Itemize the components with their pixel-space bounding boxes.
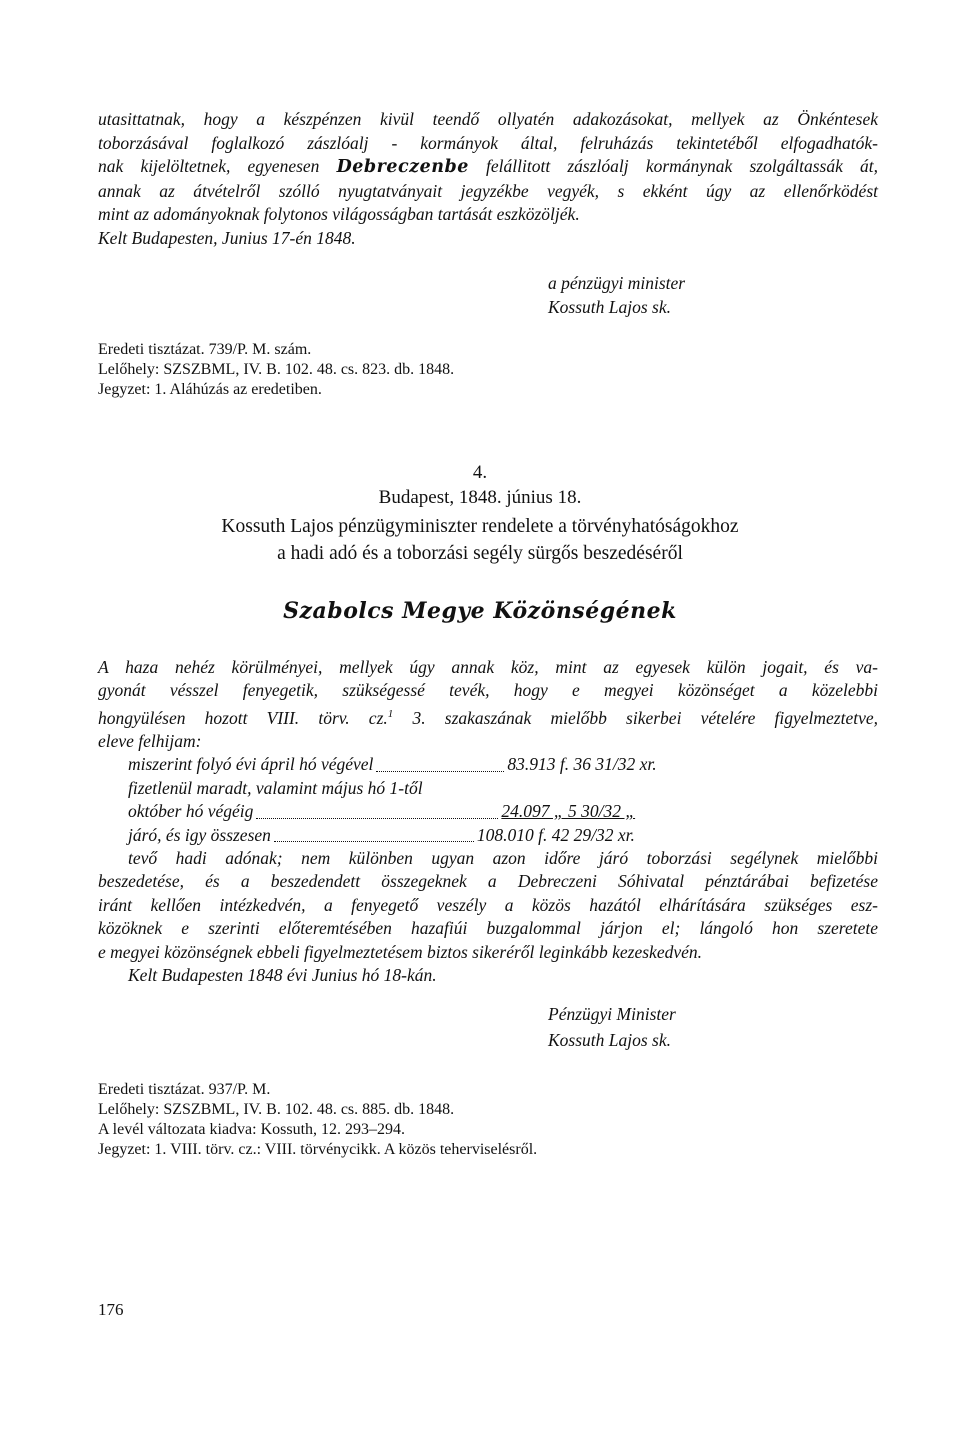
page-number: 176	[98, 1300, 124, 1319]
note-line: Jegyzet: 1. VIII. törv. cz.: VIII. törvénycikk. A közös teherviselésről.	[98, 1141, 538, 1158]
text-line: e megyei közönségnek ebbeli figyelmeztetésem biztos sikeréről leginkább kezeskedvén.	[98, 941, 703, 962]
text-line: beszedetése, és a beszedendett összegeknek a Debreczeni Sóhivatal pénztárábai befizetése	[98, 871, 878, 892]
text-line: közöknek e szerinti előteremtésében hazafiúi buzgalommal járjon el; lángoló hon szeretete	[98, 918, 878, 939]
text-line: toborzásával foglalkozó zászlóalj - kormányok által, felruházás tekintetéből elfogadhatók-	[98, 132, 878, 153]
document-title: Kossuth Lajos pénzügyminiszter rendelete a törvényhatóságokhoz a hadi adó és a toborzási segély sürgős beszedéséről	[221, 516, 739, 564]
note-line: A levél változata kiadva: Kossuth, 12. 293–294.	[98, 1121, 406, 1138]
dateline: Kelt Budapesten, Junius 17-én 1848.	[98, 227, 356, 248]
text-line: annak az átvételről szólló nyugtatványait jegyzékbe vegyék, s ekként úgy az ellenőrködést	[98, 180, 878, 201]
text-line: hongyülésen hozott VIII. törv. cz.$^1$ 3. szakaszának mielőbb sikerbei vételére figyelmeztetve,	[98, 707, 879, 728]
handwritten-word: Debreczenbe	[336, 157, 469, 177]
leader-dots	[274, 824, 474, 842]
note-line: Lelőhely: SZSZBML, IV. B. 102. 48. cs. 823. db. 1848.	[98, 361, 455, 378]
note-line: Lelőhely: SZSZBML, IV. B. 102. 48. cs. 885. db. 1848.	[98, 1101, 455, 1118]
account-row: fizetlenül maradt, valamint május hó 1-től	[128, 777, 423, 798]
signature-title: Pénzügyi Minister	[548, 1004, 676, 1024]
document-date: Budapest, 1848. június 18.	[378, 487, 582, 508]
note-line: Eredeti tisztázat. 937/P. M.	[98, 1081, 271, 1098]
salutation: Szabolcs Megye Közönségének	[283, 598, 677, 624]
note-line: Eredeti tisztázat. 739/P. M. szám.	[98, 341, 312, 358]
text-line: mint az adományoknak folytonos világosságban tartását eszközöljék.	[98, 204, 580, 224]
signature-name: Kossuth Lajos sk.	[548, 297, 672, 317]
signature-name: Kossuth Lajos sk.	[548, 1030, 672, 1050]
leader-dots	[376, 753, 504, 771]
text-line: tevő hadi adónak; nem különben ugyan azon időre járó toborzási segélynek mielőbbi	[128, 848, 878, 869]
account-row: október hó végéig 24.097 „ 5 30/32 „	[128, 801, 636, 822]
decree-body	[98, 656, 878, 988]
archival-note	[98, 1080, 537, 1160]
account-row: miszerint folyó évi ápril hó végével 83.913 f. 36 31/32 xr.	[128, 754, 657, 775]
text-line: utasittatnak, hogy a készpénzen kivül teendő ollyatén adakozásokat, mellyek az Önkéntesek	[98, 109, 878, 129]
note-line: Jegyzet: 1. Aláhúzás az eredetiben.	[98, 381, 322, 398]
text-line: A haza nehéz körülményei, mellyek úgy annak köz, mint az egyesek külön jogait, és va-	[98, 657, 878, 677]
account-row: járó, és igy összesen 108.010 f. 42 29/32 xr.	[128, 824, 635, 845]
text-line: gyonát vésszel fenyegetik, szükségessé tevék, hogy e megyei közönséget a közelebbi	[98, 680, 878, 701]
text-line: iránt kellően intézkedvén, a fenyegető veszély a közös hazától elhárítására szükséges esz-	[98, 894, 878, 915]
signature-title: a pénzügyi minister	[548, 273, 686, 293]
leader-dots	[256, 800, 498, 818]
text-line: eleve felhijam:	[98, 731, 202, 752]
archival-note	[98, 340, 454, 400]
document-number: 4.	[472, 462, 488, 483]
top-continuation-text	[98, 108, 878, 250]
text-line-with-handwriting: nak kijelöltetnek, egyenesen Debreczenbe felállitott zászlóalj kormánynak szolgáltassák át,	[98, 156, 879, 177]
dateline: Kelt Budapesten 1848 évi Junius hó 18-kán.	[128, 965, 437, 986]
